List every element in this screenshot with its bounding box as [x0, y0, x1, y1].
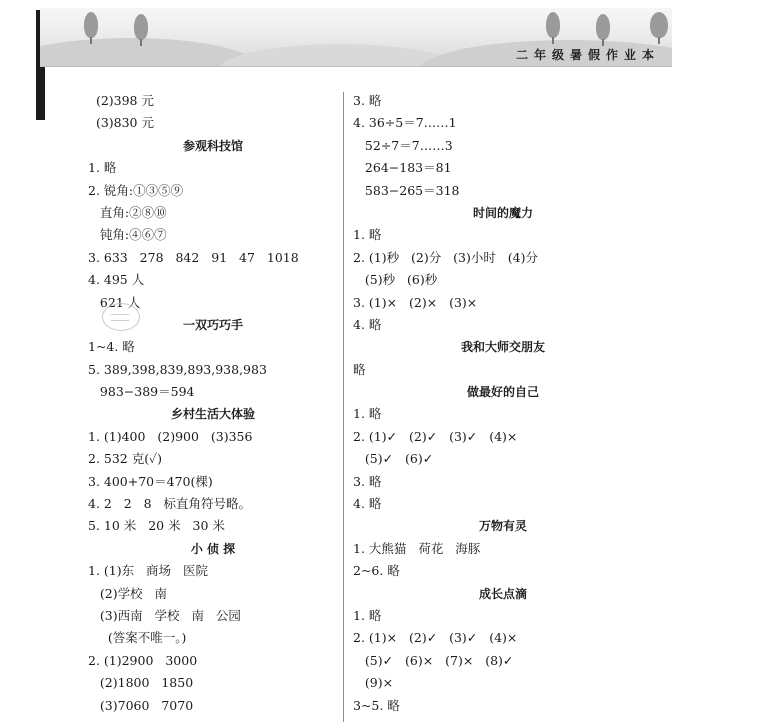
answer-line: 3. 略	[353, 473, 382, 489]
answer-line: (2)1800 1850	[88, 675, 194, 691]
answer-line: 直角:②⑧⑩	[88, 204, 167, 220]
book-title: 二年级暑假作业本	[515, 48, 660, 62]
page-header-banner	[40, 8, 672, 67]
answer-line: 2. (1)✓ (2)✓ (3)✓ (4)×	[353, 428, 518, 444]
answer-column-left	[88, 90, 338, 717]
answer-line: 264−183＝81	[353, 160, 452, 176]
column-divider	[343, 92, 344, 722]
section-heading: 一双巧巧手	[182, 317, 243, 332]
answer-line: 1. (1)东 商场 医院	[88, 563, 208, 579]
section-heading: 做最好的自己	[466, 385, 539, 400]
section-heading: 小 侦 探	[190, 541, 236, 556]
answer-line: 3. 略	[353, 93, 382, 108]
answer-line: 2. 532 克(✓)	[88, 451, 163, 467]
answer-line: (5)✓ (6)× (7)× (8)✓	[353, 652, 514, 668]
tree-trunk	[552, 37, 554, 44]
answer-line: 983−389＝594	[88, 384, 195, 400]
answer-line: 2. (1)2900 3000	[88, 652, 198, 668]
answer-line: 3. (1)× (2)× (3)×	[353, 294, 478, 310]
stamp-mark	[102, 303, 140, 331]
tree-trunk	[140, 39, 142, 46]
answer-line: 4. 36÷5＝7……1	[353, 115, 457, 131]
answer-line: (2)398 元	[88, 93, 154, 108]
tree-icon	[84, 12, 98, 38]
answer-line: 4. 略	[353, 316, 382, 332]
answer-line: (3)830 元	[88, 115, 154, 131]
section-heading: 万物有灵	[478, 519, 527, 534]
answer-line: (答案不唯一。)	[88, 630, 187, 646]
section-heading: 成长点滴	[478, 586, 527, 601]
answer-line: 3~5. 略	[353, 697, 400, 713]
answer-line: 2. 锐角:①③⑤⑨	[88, 182, 184, 198]
tree-icon	[650, 12, 668, 38]
answer-line: 1. 略	[353, 406, 382, 422]
answer-line: (3)西南 学校 南 公园	[88, 607, 241, 623]
answer-line: 略	[353, 361, 366, 377]
answer-line: 1. (1)400 (2)900 (3)356	[88, 428, 253, 444]
tree-icon	[546, 12, 560, 38]
section-heading: 乡村生活大体验	[170, 407, 255, 422]
answer-line: (5)秒 (6)秒	[353, 272, 438, 288]
section-heading: 参观科技馆	[182, 138, 243, 153]
answer-line: (5)✓ (6)✓	[353, 451, 434, 467]
answer-line: 4. 2 2 8 标直角符号略。	[88, 496, 252, 512]
answer-line: 2. (1)秒 (2)分 (3)小时 (4)分	[353, 249, 538, 265]
answer-line: 583−265＝318	[353, 182, 460, 198]
answer-line: 1. 略	[353, 227, 382, 243]
answer-line: 1~4. 略	[88, 339, 135, 355]
tree-trunk	[90, 37, 92, 44]
answer-line: (9)×	[353, 675, 394, 691]
section-heading: 我和大师交朋友	[460, 340, 545, 355]
answer-line: 52÷7＝7……3	[353, 137, 453, 153]
tree-icon	[596, 14, 610, 40]
answer-line: 4. 495 人	[88, 272, 145, 288]
answer-line: 3. 633 278 842 91 47 1018	[88, 249, 299, 265]
answer-line: 5. 389,398,839,893,938,983	[88, 361, 267, 377]
answer-line: 621 人	[88, 294, 141, 310]
answer-line: 5. 10 米 20 米 30 米	[88, 518, 225, 534]
answer-line: (3)7060 7070	[88, 697, 194, 713]
answer-line: 2~6. 略	[353, 563, 400, 579]
answer-line: 1. 大熊猫 荷花 海豚	[353, 540, 481, 556]
tree-trunk	[658, 37, 660, 44]
section-heading: 时间的魔力	[472, 205, 533, 220]
answer-line: 4. 略	[353, 496, 382, 512]
answer-line: (2)学校 南	[88, 585, 168, 601]
tree-icon	[134, 14, 148, 40]
answer-column-right	[353, 90, 653, 717]
answer-line: 钝角:④⑥⑦	[88, 227, 167, 243]
answer-line: 2. (1)× (2)✓ (3)✓ (4)×	[353, 630, 518, 646]
tree-trunk	[602, 39, 604, 46]
answer-line: 1. 略	[353, 607, 382, 623]
answer-line: 1. 略	[88, 160, 117, 176]
answer-line: 3. 400+70＝470(棵)	[88, 473, 213, 489]
